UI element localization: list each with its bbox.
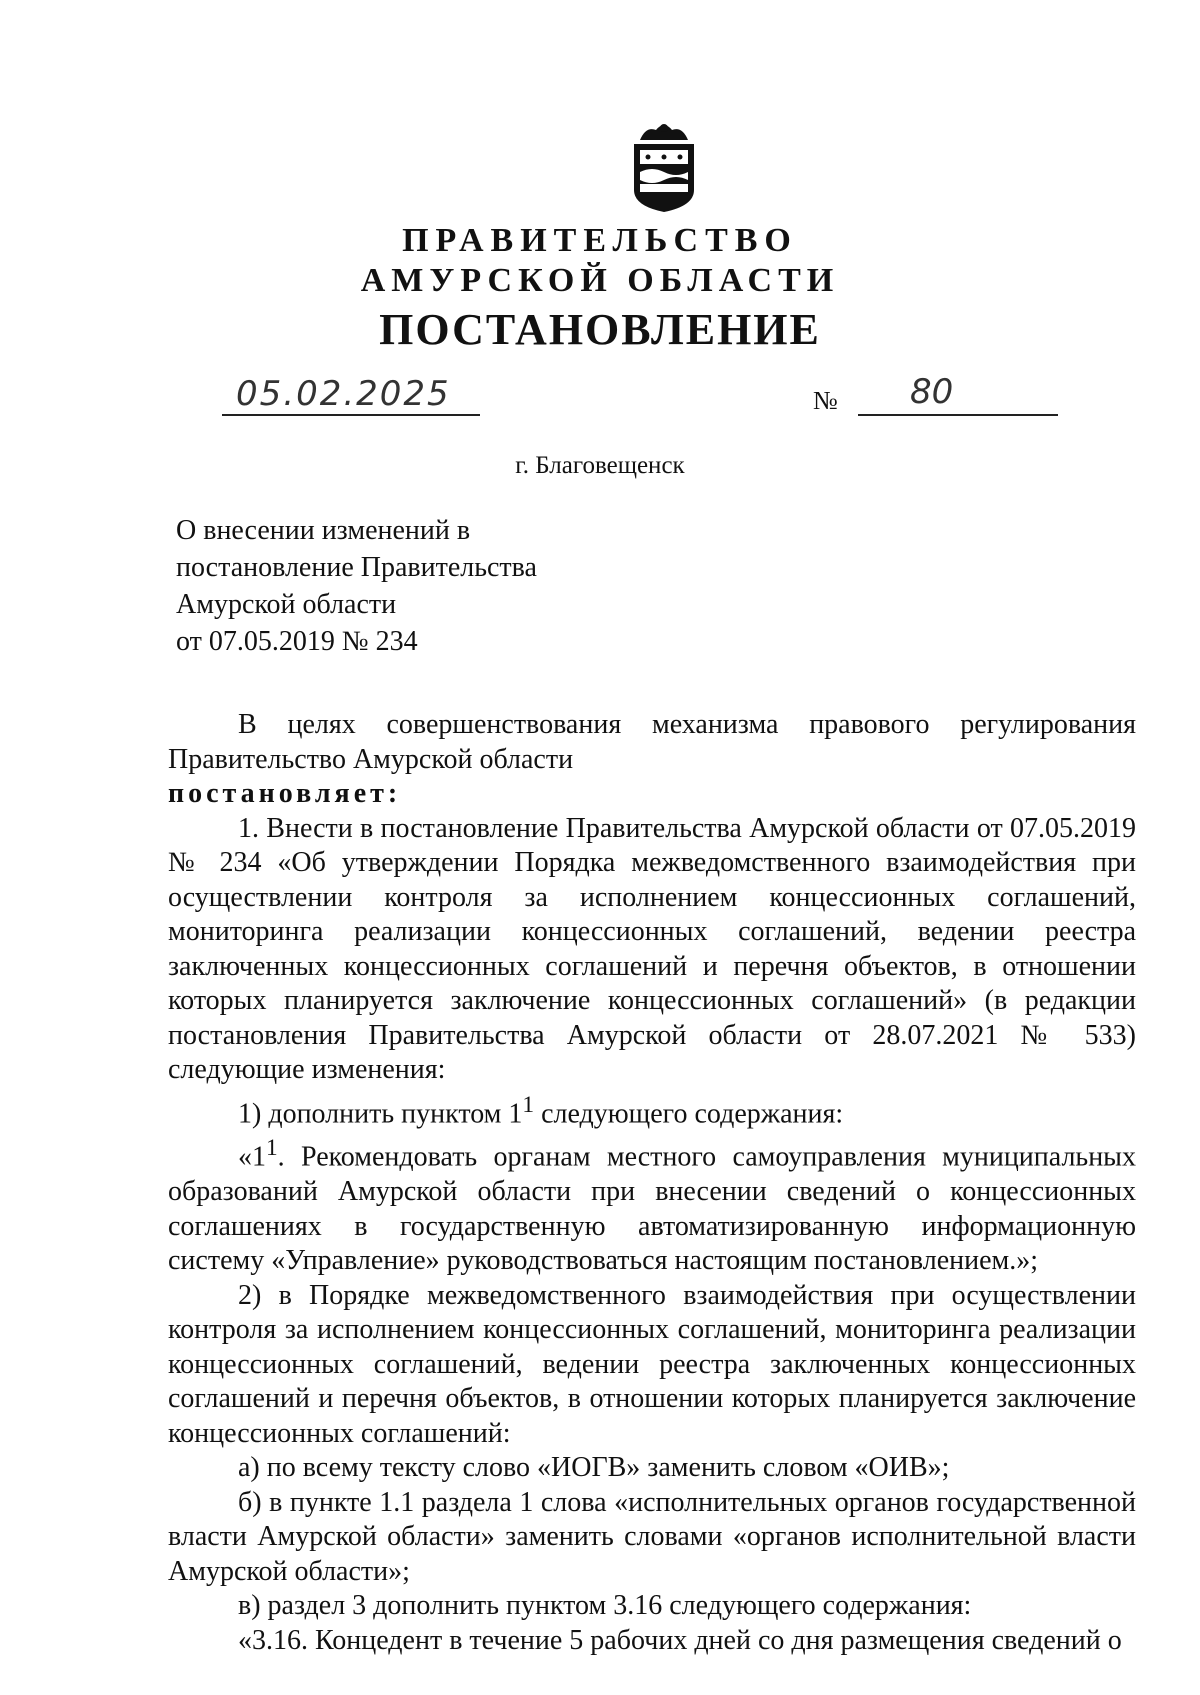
text-run: 1) дополнить пунктом 1 (238, 1097, 523, 1129)
number-underline (858, 414, 1058, 416)
document-type-title: ПОСТАНОВЛЕНИЕ (379, 305, 821, 354)
number-sign: № (813, 386, 838, 415)
item-c-paragraph: в) раздел 3 дополнить пунктом 3.16 следующего содержания: (238, 1590, 972, 1622)
organization-name-line2: АМУРСКОЙ ОБЛАСТИ (360, 262, 840, 299)
text-run: «1 (238, 1141, 266, 1173)
clause-1-paragraph: 1. Внести в постановление Правительства Амурской области от 07.05.2019 № 234 «Об утверждении Порядка межведомственного взаимодействия при осуществлении контроля за исполнением концессионных соглашений, мониторинга реализации концессионных соглашений, ведении реестра заключенных концессионных соглашений и перечня объектов, в отношении которых планируется заключение концессионных соглашений» (в редакции постановления Правительства Амурской области от 28.07.2021 № 533) следующие изменения: (168, 812, 1136, 1085)
document-subject (176, 512, 537, 660)
subject-line: постановление Правительства (176, 552, 537, 583)
subclause-2-paragraph: 2) в Порядке межведомственного взаимодействия при осуществлении контроля за исполнением концессионных соглашений, мониторинга реализации концессионных соглашений, ведении реестра заключенных концессионных соглашений и перечня объектов, в отношении которых планируется заключение концессионных соглашений: (168, 1279, 1136, 1449)
subclause-1-paragraph (168, 1088, 1136, 1132)
text-run: следующего содержания: (534, 1097, 844, 1129)
superscript: 1 (522, 1091, 535, 1118)
document-body (168, 708, 1136, 1658)
coat-of-arms-emblem (626, 120, 702, 214)
handwritten-number: 80 (910, 372, 954, 412)
clause-1-1-paragraph (168, 1131, 1136, 1278)
decree-word: постановляет: (168, 778, 402, 809)
subject-line: О внесении изменений в (176, 515, 471, 546)
superscript: 1 (266, 1135, 278, 1162)
subject-line: от 07.05.2019 № 234 (176, 626, 418, 657)
text-run: . Рекомендовать органам местного самоуправления муниципальных образований Амурской области при внесении сведений о концессионных соглашениях в государственную автоматизированную информационную систему «Управление» руководствоваться настоящим постановлением.»; (168, 1141, 1136, 1277)
preamble-paragraph: В целях совершенствования механизма правового регулирования Правительство Амурской области (168, 709, 1136, 775)
subject-line: Амурской области (176, 589, 397, 620)
clause-3-16-paragraph: «3.16. Концедент в течение 5 рабочих дней со дня размещения сведений о (238, 1624, 1122, 1656)
date-underline (222, 414, 480, 416)
item-b-paragraph: б) в пункте 1.1 раздела 1 слова «исполнительных органов государственной власти Амурской области» заменить словами «органов исполнительной власти Амурской области»; (168, 1486, 1136, 1587)
city-name: г. Благовещенск (515, 452, 685, 479)
organization-name-line1: ПРАВИТЕЛЬСТВО (402, 222, 798, 259)
item-a-paragraph: а) по всему тексту слово «ИОГВ» заменить словом «ОИВ»; (238, 1452, 950, 1484)
handwritten-date: 05.02.2025 (236, 374, 451, 414)
